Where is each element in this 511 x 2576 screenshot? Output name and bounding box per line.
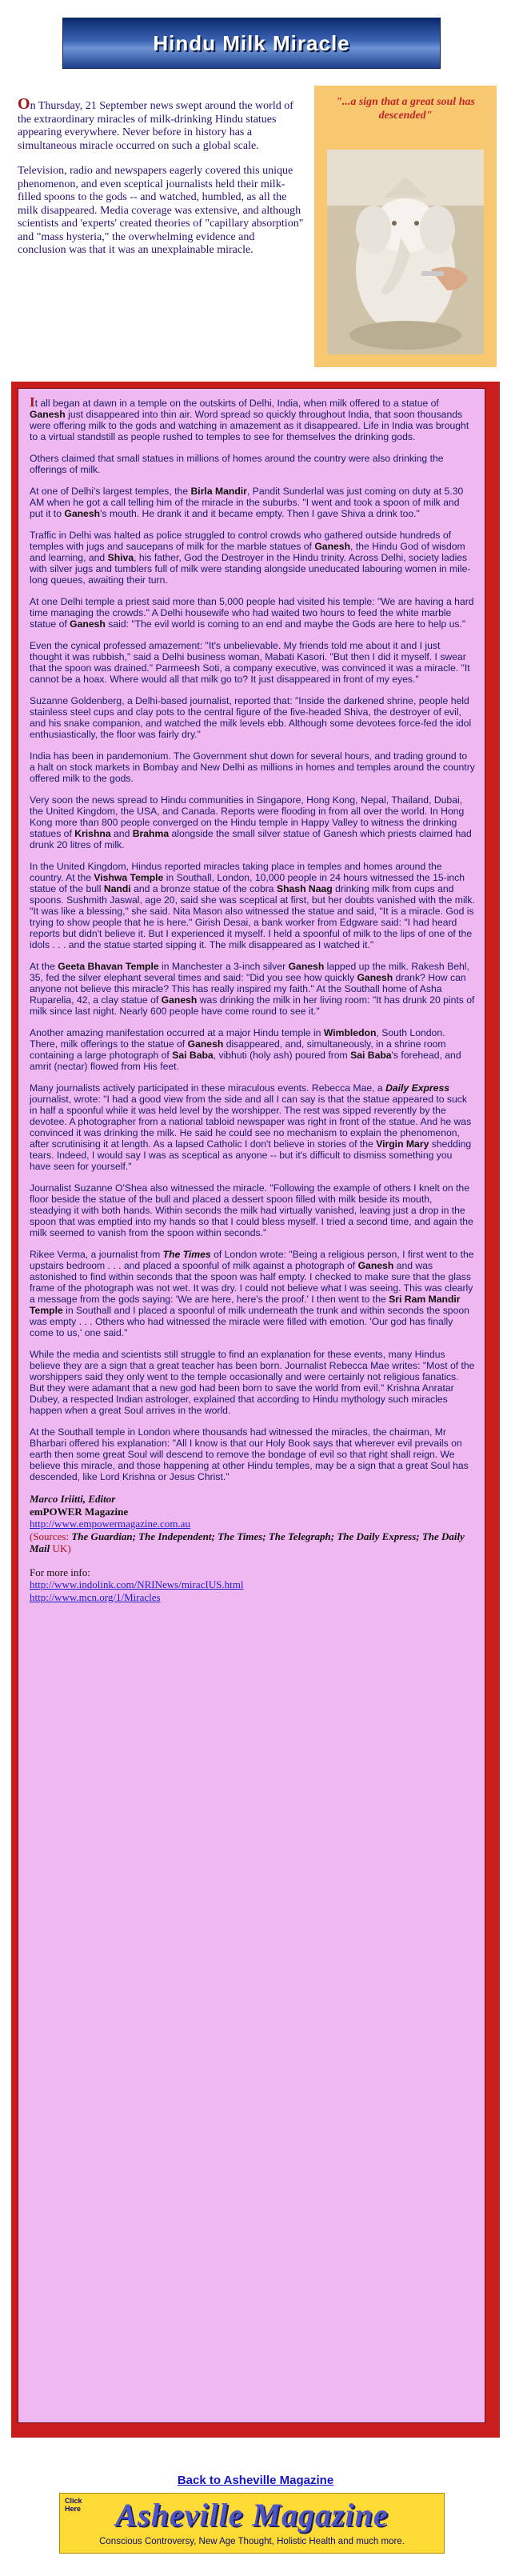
emphasis-name: Birla Mandir	[190, 486, 247, 497]
text-run: t all began at dawn in a temple on the outskirts of Delhi, India, when milk offered to a statue of	[34, 398, 439, 409]
article-paragraph	[30, 750, 475, 784]
author-name: Marco Iriitti, Editor	[30, 1493, 116, 1505]
emphasis-name: Geeta Bhavan Temple	[58, 961, 159, 972]
emphasis-name: Nandi	[103, 883, 131, 894]
text-run: Many journalists actively participated in these miraculous events. Rebecca Mae, a	[30, 1082, 386, 1094]
text-run: 's mouth. He drank it and it became empty. Then I gave Shiva a drink too."	[100, 508, 420, 519]
indolink-link[interactable]: http://www.indolink.com/NRINews/miracIUS.html	[30, 1578, 244, 1590]
intro-paragraph-2: Television, radio and newspapers eagerly covered this unique phenomenon, and even sceptical journalists held their milk-filled spoons to the gods -- and watched, humbled, as all the milk disappeared. Media coverage was extensive, and although scientists and 'experts' created theories of "capillary absorption" and "mass hysteria," the overwhelming evidence and conclusion was that it was an unexplainable miracle.	[18, 165, 304, 256]
emphasis-name: Shiva	[107, 552, 134, 563]
text-run: 's forehead, and amrit (nectar) flowed from His feet.	[30, 1050, 461, 1072]
text-run: Even the cynical professed amazement: "It's unbelievable. My friends told me about it and I just thought it was rubbish," said a Delhi business woman, Mabati Kasori. "But then I did it myself. I swear that the spoon was drained." Parmeesh Soti, a company executive, was convinced it was a miracle. "It cannot be a hoax. Where would all that milk go to? It just disappeared in front of my eyes."	[30, 640, 470, 685]
more-info-label: For more info:	[30, 1566, 90, 1578]
article-paragraph	[30, 695, 475, 740]
article-paragraph	[30, 1182, 475, 1238]
text-run: In the United Kingdom, Hindus reported miracles taking place in temples and homes around the country. At the	[30, 861, 442, 883]
publication-name: Daily Express	[385, 1082, 450, 1094]
emphasis-name: Virgin Mary	[376, 1138, 429, 1150]
mcn-miracles-link[interactable]: http://www.mcn.org/1/Miracles	[30, 1590, 161, 1603]
quote-box	[314, 86, 497, 367]
intro-paragraph-1-text: n Thursday, 21 September news swept around the world of the extraordinary miracles of milk-drinking Hindu statues appearing everywhere. Never before in history has a simultaneous miracle occurred on such a global scale.	[18, 100, 293, 152]
emphasis-name: Krishna	[74, 828, 111, 839]
text-run: At the	[30, 961, 58, 972]
text-run: , South London. There, milk offerings to the statue of	[30, 1027, 445, 1050]
emphasis-name: Ganesh	[357, 1260, 394, 1271]
text-run: Others claimed that small statues in millions of homes around the country were also drinking the offerings of milk.	[30, 453, 444, 475]
text-run: drank? How can anyone not believe this miracle? This has really inspired my faith." At the Southall home of Asha Ruparelia, 42, a clay statue of	[30, 972, 466, 1006]
article-paragraph	[30, 640, 475, 685]
sources-end: UK)	[50, 1542, 71, 1554]
emphasis-name: Ganesh	[64, 508, 101, 519]
text-run: in Southall, London, 10,000 people in 24 hours witnessed the 15-inch statue of the bull	[30, 872, 465, 894]
text-run: just disappeared into thin air. Word spread so quickly throughout India, that soon thousands were offering milk to the gods and watching in amazement as it disappeared. Life in India was brought to a virtual standstill as people rushed to temples to see for themselves the drinking gods.	[30, 409, 469, 442]
intro-paragraph-1	[18, 95, 304, 153]
intro-section	[18, 95, 304, 270]
article-body	[18, 388, 485, 2423]
magazine-tagline: Conscious Controversy, New Age Thought, Holistic Health and much more.	[99, 2537, 405, 2546]
text-run: , his father, God the Destroyer in the Hindu trinity. Across Delhi, society ladies with silver jugs and tumblers full of milk were standing alongside uneducated labouring women in mile-long queues, awaiting their turn.	[30, 552, 471, 586]
text-run: Another amazing manifestation occurred at a major Hindu temple in	[30, 1027, 324, 1038]
asheville-magazine-banner[interactable]	[59, 2493, 445, 2554]
article-credits	[30, 1493, 475, 1555]
text-run: Journalist Suzanne O'Shea also witnessed the miracle. "Following the example of others I knelt on the floor beside the statue of the bull and placed a dessert spoon filled with milk beside its mouth, steadying it with both hands. Within seconds the milk had virtually vanished, leaving just a drop in the spoon that was emptied into my hands so that I could bless myself. I tried a second time, and again the milk seemed to vanish from the spoon within seconds."	[30, 1182, 473, 1238]
emphasis-name: Ganesh	[187, 1038, 224, 1050]
text-run: in Southall and I placed a spoonful of milk underneath the trunk and within seconds the spoon was empty . . . Others who had witnessed the miracle were filled with emotion. 'Our god has finally come to us,' one said."	[30, 1305, 469, 1338]
magazine-name: Asheville Magazine	[115, 2497, 389, 2533]
emphasis-name: Ganesh	[161, 994, 198, 1006]
article-paragraph	[30, 453, 475, 475]
article-paragraph	[30, 596, 475, 630]
text-run: , vibhuti (holy ash) poured from	[213, 1050, 351, 1061]
emphasis-name: Ganesh	[314, 541, 351, 552]
article-frame	[11, 382, 500, 2438]
article-paragraph	[30, 861, 475, 950]
text-run: shedding tears. Indeed, I would say I was as sceptical as anyone -- but it's difficult to dismiss something you have seen for yourself."	[30, 1138, 472, 1172]
text-run: and a bronze statue of the cobra	[130, 883, 277, 894]
emphasis-name: Brahma	[132, 828, 170, 839]
text-run: While the media and scientists still struggle to find an explanation for these events, many Hindus believe they are a sign that a great teacher has been born. Journalist Rebecca Mae writes: "Most of the worshippers said they only went to the temple occasionally and were certainly not religious fanatics. But they were adamant that a new god had been born to save the world from evil." Krishna Anratar Dubey, a respected Indian astrologer, explained that according to Hindu mythology such miracles happen when a great Soul arrives in the world.	[30, 1349, 475, 1416]
article-paragraph	[30, 1082, 475, 1172]
emphasis-name: Ganesh	[357, 972, 393, 983]
article-paragraph	[30, 1249, 475, 1338]
emphasis-name: Ganesh	[288, 961, 325, 972]
text-run: in Manchester a 3-inch silver	[158, 961, 289, 972]
text-run: disappeared, and, simultaneously, in a shrine room containing a large photograph of	[30, 1038, 446, 1061]
article-dropcap: I	[30, 394, 35, 410]
text-run: At one Delhi temple a priest said more than 5,000 people had visited his temple: "We are having a hard time managing the crowds." A Delhi housewife who had waited two hours to feed the white marble statue of	[30, 596, 474, 630]
text-run: lapped up the milk. Rakesh Behl, 35, fed the silver elephant several times and said: "Did you see how quickly	[30, 961, 469, 983]
text-run: journalist, wrote: "I had a good view from the side and all I can say is that the statue appeared to suck in half a spoonful while it was held level by the worshipper. The rest was sipped reverently by the devotee. A photographer from a national tabloid newspaper was right in front of the statue. And he was convinced it was drinking the milk. He said he could see no mechanism to explain the phenomenon, after scrutinising it at length. As a lapsed Catholic I don't believe in stories of the	[30, 1094, 472, 1150]
article-paragraph	[30, 794, 475, 850]
emphasis-name: Ganesh	[30, 409, 66, 420]
text-run: , the Hindu God of wisdom and learning, and	[30, 541, 465, 563]
magazine-org: emPOWER Magazine	[30, 1505, 129, 1518]
article-paragraph	[30, 1349, 475, 1416]
sources-list: The Guardian; The Independent; The Times; The Telegraph; The Daily Express; The Daily Mail	[30, 1530, 465, 1554]
text-run: At the Southall temple in London where thousands had witnessed the miracles, the chairman, Mr Bharbari offered his explanation: "All I know is that our Holy Book says that wherever evil prevails on earth then some great Soul will descend to remove the bondage of evil so that right shall reign. We believe this miracle, and those happening at other Hindu temples, may be a sign that a great Soul has descended, like Lord Krishna or Jesus Christ."	[30, 1426, 469, 1482]
article-paragraph	[30, 1426, 475, 1482]
text-run: Traffic in Delhi was halted as police struggled to control crowds who gathered outside hundreds of temples with jugs and saucepans of milk for the marble statues of	[30, 530, 452, 552]
publication-name: The Times	[162, 1249, 211, 1260]
header-banner	[62, 18, 441, 69]
emphasis-name: Sai Baba	[172, 1050, 214, 1061]
sources-label: (Sources:	[30, 1530, 72, 1542]
text-run: alongside the small silver statue of Ganesh which priests claimed had drunk 20 litres of milk.	[30, 828, 472, 850]
ganesh-statue-icon	[327, 150, 484, 354]
text-run: India has been in pandemonium. The Government shut down for several hours, and trading ground to a halt on stock markets in Bombay and New Delhi as millions in homes and temples around the country offered milk to the gods.	[30, 750, 475, 784]
empower-magazine-link[interactable]: http://www.empowermagazine.com.au	[30, 1518, 190, 1530]
emphasis-name: Wimbledon	[323, 1027, 377, 1038]
sources-line	[30, 1530, 475, 1555]
article-paragraph	[30, 394, 475, 442]
article-paragraph	[30, 486, 475, 519]
emphasis-name: Sri Ram Mandir Temple	[30, 1294, 461, 1316]
article-paragraph	[30, 961, 475, 1017]
emphasis-name: Shash Naag	[276, 883, 333, 894]
page-title: Hindu Milk Miracle	[153, 30, 350, 55]
text-run: and was astonished to find within seconds that the spoon was half empty. I checked to make sure that the glass frame of the photograph was not wet. It was dry. I could not believe what I was seeing. This was clearly a message from the gods saying: 'We are here, here's the proof.' I then went to the	[30, 1260, 473, 1305]
text-run: and	[110, 828, 133, 839]
emphasis-name: Sai Baba	[350, 1050, 392, 1061]
click-here-label[interactable]: Click Here	[65, 2497, 82, 2513]
article-paragraph	[30, 1027, 475, 1072]
text-run: of London wrote: "Being a religious person, I first went to the upstairs bedroom . . . and placed a spoonful of milk against a photograph of	[30, 1249, 474, 1271]
emphasis-name: Vishwa Temple	[94, 872, 164, 883]
text-run: , Pandit Sunderlal was just coming on duty at 5.30 AM when he got a call telling him of the miracle in the suburbs. "I went and took a spoon of milk and put it to	[30, 486, 464, 519]
more-info	[30, 1566, 475, 1604]
back-to-magazine-link[interactable]: Back to Asheville Magazine	[177, 2474, 334, 2487]
article-paragraph	[30, 530, 475, 586]
text-run: said: "The evil world is coming to an end and maybe the Gods are here to help us."	[105, 618, 466, 630]
ganesh-statue-photo	[327, 150, 484, 354]
text-run: was drinking the milk in her living room: "It has drunk 20 pints of milk since last night. Nearly 600 people have come round to see it."	[30, 994, 475, 1017]
text-run: drinking milk from cups and spoons. Sushmith Jaswal, age 20, said she was sceptical at first, but her doubts vanished with the milk. "It was like a blessing," she said. Nita Mason also witnessed the statue and said, "It is a miracle. God is trying to show people that he is here." Girish Desai, a bank worker from Edgware said: "I had heard reports but didn't believe it. But I experienced it myself. I held a spoonful of milk to the lips of one of the idols . . . and the statue started sipping it. The milk disappeared as I watched it."	[30, 883, 475, 950]
intro-dropcap: O	[18, 95, 30, 113]
pull-quote: "...a sign that a great soul has descended"	[336, 96, 475, 122]
text-run: Suzanne Goldenberg, a Delhi-based journalist, reported that: "Inside the darkened shrine, people held stainless steel cups and clay pots to the central figure of the five-headed Shiva, the destroyer of evil, and his snake companion, and watched the milk levels ebb. Although some devotees force-fed the idol enthusiastically, the floor was fairly dry."	[30, 695, 472, 740]
emphasis-name: Ganesh	[70, 618, 106, 630]
text-run: Rikee Verma, a journalist from	[30, 1249, 163, 1260]
text-run: At one of Delhi's largest temples, the	[30, 486, 191, 497]
text-run: Very soon the news spread to Hindu communities in Singapore, Hong Kong, Nepal, Thailand, Dubai, the United Kingdom, the USA, and Canada. Reports were flooding in from all over the world. In Hong Kong more than 800 people converged on the Hindu temple in Happy Valley to witness the drinking statues of	[30, 794, 465, 839]
